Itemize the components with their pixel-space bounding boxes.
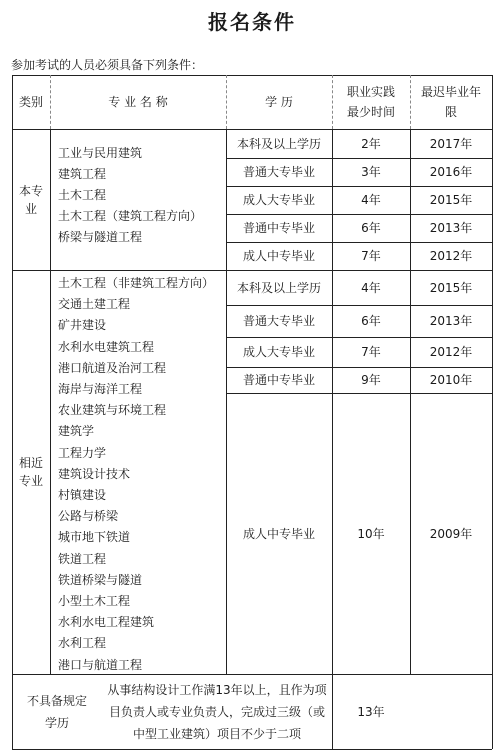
major-item: 公路与桥梁 [58,509,119,524]
section2-majors [58,273,224,676]
year-cell: 2015年 [429,280,473,295]
table-border-bottom [12,749,492,750]
section1-majors [58,143,224,248]
year-cell: 2015年 [429,193,473,207]
major-item: 矿井建设 [58,318,107,333]
year-cell: 2010年 [429,373,473,387]
year-cell: 2012年 [429,249,473,263]
section1-category: 本专业 [18,183,43,216]
header-min-time: 职业实践最少时间 [346,85,395,119]
major-item: 水利水电工程建筑 [58,615,155,630]
time-cell: 9年 [361,373,381,387]
major-item: 海岸与海洋工程 [58,382,143,397]
table-border-right [492,75,493,749]
major-item: 铁道桥梁与隧道 [58,572,143,587]
education-cell: 本科及以上学历 [236,136,321,151]
header-major: 专 业 名 称 [108,95,168,109]
education-cell: 成人大专毕业 [242,193,315,207]
major-item: 港口航道及治河工程 [58,360,167,375]
major-item: 铁道工程 [58,551,107,566]
major-item: 土木工程（非建筑工程方向） [58,276,215,290]
time-cell: 7年 [361,249,381,263]
time-cell: 3年 [361,165,381,179]
major-item: 村镇建设 [58,488,107,503]
time-cell: 7年 [361,345,381,359]
time-cell: 4年 [361,193,381,207]
education-cell: 成人中专毕业 [242,249,315,263]
major-item: 小型土木工程 [58,594,131,609]
intro-text: 参加考试的人员必须具备下列条件： [11,58,204,72]
major-item: 城市地下铁道 [58,530,131,545]
education-cell: 普通中专毕业 [242,373,315,387]
major-item: 水利工程 [58,636,107,651]
major-item: 建筑工程 [58,167,107,181]
major-item: 土木工程 [58,188,107,202]
header-grad-year: 最迟毕业年限 [420,85,481,119]
education-cell: 普通大专毕业 [242,314,315,328]
year-cell: 2009年 [429,526,473,541]
education-cell: 本科及以上学历 [236,280,321,295]
time-cell: 10年 [357,526,385,541]
education-cell: 成人大专毕业 [242,345,315,359]
major-item: 水利水电建筑工程 [58,339,155,354]
body-col-line [50,129,51,674]
header-education: 学 历 [265,95,293,109]
major-item: 土木工程（建筑工程方向） [58,209,203,223]
section3-category: 不具备规定学历 [26,693,87,730]
section3-time: 13年 [357,704,385,719]
section2-category: 相近专业 [18,456,43,488]
education-cell: 成人中专毕业 [242,526,315,541]
year-cell: 2012年 [429,345,473,359]
major-item: 工业与民用建筑 [58,146,143,160]
time-cell: 6年 [361,221,381,235]
section3-description: 从事结构设计工作满13年以上，且作为项目负责人或专业负责人，完成过三级（或中型工业建筑）项目不少于二项 [107,682,327,741]
major-item: 建筑学 [58,424,95,439]
header-category: 类别 [18,95,43,109]
major-item: 工程力学 [58,445,107,460]
year-cell: 2013年 [429,221,473,235]
major-item: 桥梁与隧道工程 [58,230,143,244]
year-cell: 2016年 [429,165,473,179]
time-cell: 4年 [361,280,381,295]
education-cell: 普通大专毕业 [242,165,315,179]
education-cell: 普通中专毕业 [242,221,315,235]
page-title: 报名条件 [208,10,296,34]
major-item: 农业建筑与环境工程 [58,403,167,418]
major-item: 港口与航道工程 [58,657,143,672]
major-item: 建筑设计技术 [58,466,131,481]
year-cell: 2017年 [429,136,473,151]
major-item: 交通土建工程 [58,297,131,312]
time-cell: 2年 [361,136,381,151]
time-cell: 6年 [361,314,381,328]
year-cell: 2013年 [429,314,473,328]
